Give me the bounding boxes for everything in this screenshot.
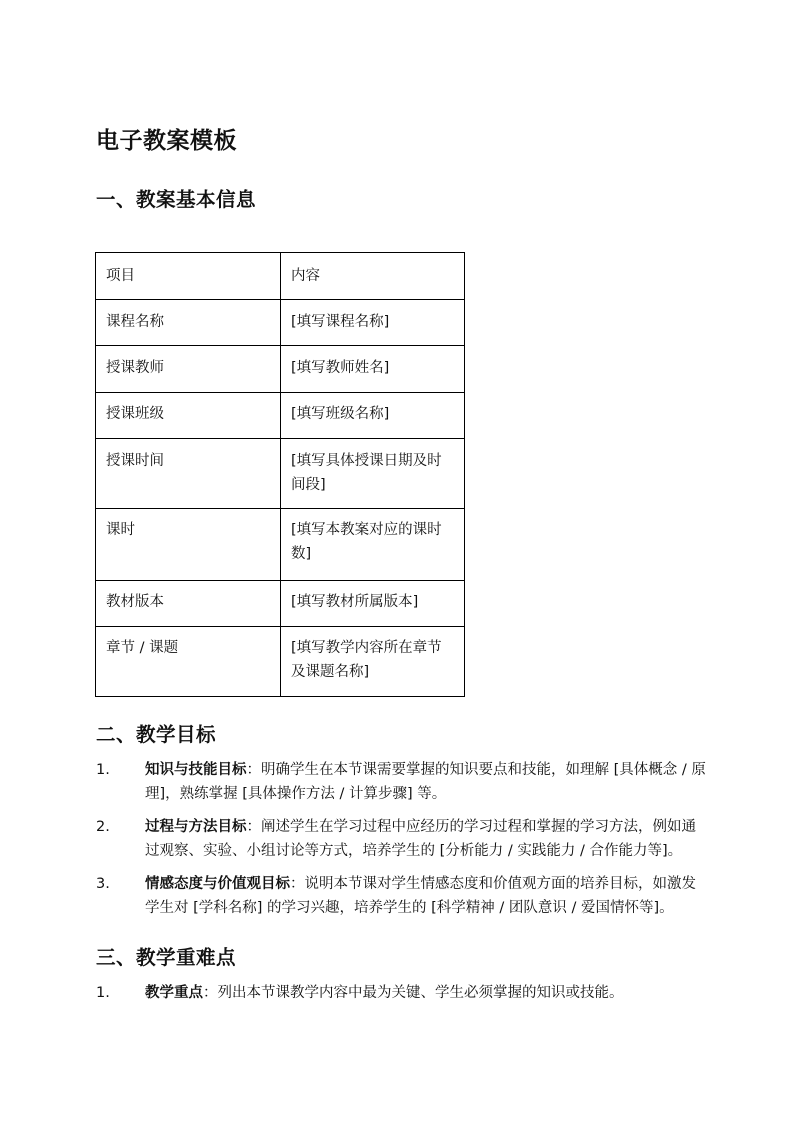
list-item-label: 知识与技能目标 [145,762,247,778]
list-item-label: 过程与方法目标 [145,819,247,835]
list-item [96,981,706,1005]
table-cell-item: 授课班级 [96,393,281,439]
list-item-number: 1. [96,762,110,778]
table-cell-item: 课程名称 [96,300,281,346]
table-cell-item: 授课时间 [96,439,281,509]
table-cell-item: 教材版本 [96,581,281,627]
table-cell-content: [填写本教案对应的课时数] [281,509,465,581]
section-heading-basic-info: 一、教案基本信息 [96,188,257,211]
table-header-cell: 内容 [281,253,465,300]
table-row [96,509,465,581]
list-item [96,872,706,920]
section-heading-key-points: 三、教学重难点 [96,946,237,969]
table-row [96,393,465,439]
list-item-label: 教学重点 [145,985,203,1001]
list-item-text: ：列出本节课教学内容中最为关键、学生必须掌握的知识或技能。 [203,985,624,1001]
table-cell-item: 授课教师 [96,346,281,393]
table-cell-item: 课时 [96,509,281,581]
section-heading-objectives: 二、教学目标 [96,723,217,746]
table-row [96,581,465,627]
basic-info-table [95,252,465,697]
document-title: 电子教案模板 [96,128,237,154]
table-cell-content: [填写教材所属版本] [281,581,465,627]
key-points-list [96,981,706,1014]
table-row [96,627,465,697]
list-item-number: 3. [96,876,110,892]
table-cell-content: [填写班级名称] [281,393,465,439]
list-item-text: ：明确学生在本节课需要掌握的知识要点和技能，如理解 [具体概念 / 原理]，熟练掌握 [具体操作方法 / 计算步骤] 等。 [145,762,706,802]
table-row [96,439,465,509]
list-item [96,815,706,863]
list-item-text: ：阐述学生在学习过程中应经历的学习过程和掌握的学习方法，例如通过观察、实验、小组讨论等方式，培养学生的 [分析能力 / 实践能力 / 合作能力等]。 [145,819,696,859]
objectives-list [96,758,706,929]
table-cell-content: [填写教师姓名] [281,346,465,393]
table-cell-content: [填写教学内容所在章节及课题名称] [281,627,465,697]
table-row [96,346,465,393]
table-cell-content: [填写具体授课日期及时间段] [281,439,465,509]
table-cell-item: 章节 / 课题 [96,627,281,697]
list-item-label: 情感态度与价值观目标 [145,876,290,892]
list-item-number: 1. [96,985,110,1001]
table-header-row [96,253,465,300]
list-item-text: ：说明本节课对学生情感态度和价值观方面的培养目标，如激发学生对 [学科名称] 的学习兴趣，培养学生的 [科学精神 / 团队意识 / 爱国情怀等]。 [145,876,696,916]
table-cell-content: [填写课程名称] [281,300,465,346]
list-item-number: 2. [96,819,110,835]
table-header-cell: 项目 [96,253,281,300]
list-item [96,758,706,806]
table-row [96,300,465,346]
